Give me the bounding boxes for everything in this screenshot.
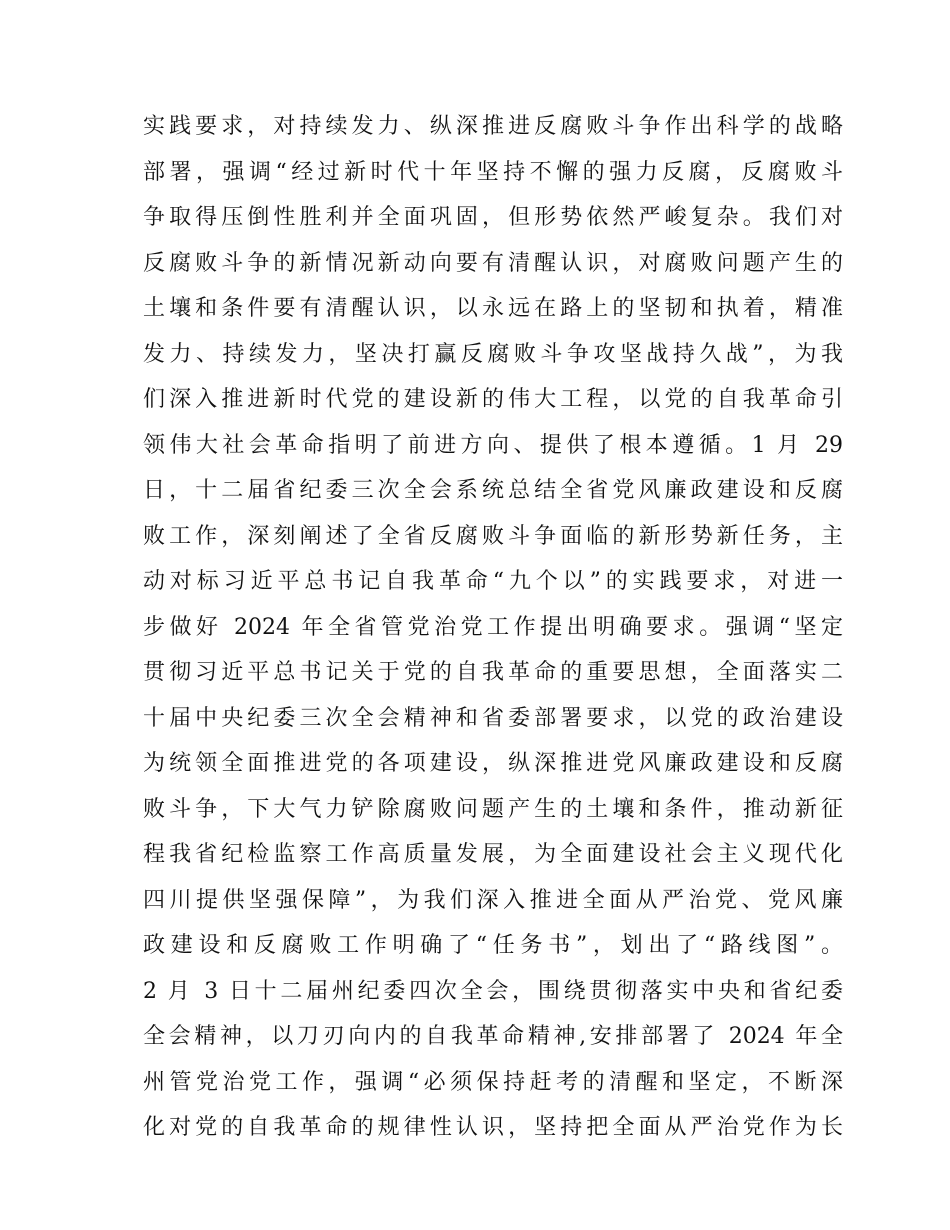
text-line: 化对党的自我革命的规律性认识，坚持把全面从严治党作为长 (143, 1115, 843, 1140)
body-text (143, 104, 843, 1151)
text-line: 步做好 2024 年全省管党治党工作提出明确要求。强调“坚定 (143, 614, 843, 640)
text-line: 政建设和反腐败工作明确了“任务书”，划出了“路线图”。 (143, 933, 843, 958)
text-line: 动对标习近平总书记自我革命“九个以”的实践要求，对进一 (143, 569, 843, 594)
text-line: 全会精神，以刀刃向内的自我革命精神,安排部署了 2024 年全 (143, 1024, 843, 1049)
text-line: 发力、持续发力，坚决打赢反腐败斗争攻坚战持久战”，为我 (143, 341, 843, 367)
text-line: 争取得压倒性胜利并全面巩固，但形势依然严峻复杂。我们对 (143, 205, 843, 230)
text-line: 四川提供坚强保障”，为我们深入推进全面从严治党、党风廉 (143, 887, 843, 913)
text-line: 十届中央纪委三次全会精神和省委部署要求，以党的政治建设 (143, 705, 843, 731)
text-line: 土壤和条件要有清醒认识，以永远在路上的坚韧和执着，精准 (143, 296, 843, 321)
text-line: 败工作，深刻阐述了全省反腐败斗争面临的新形势新任务，主 (143, 523, 843, 549)
text-line: 们深入推进新时代党的建设新的伟大工程，以党的自我革命引 (143, 387, 843, 412)
text-line: 贯彻习近平总书记关于党的自我革命的重要思想，全面落实二 (143, 660, 843, 685)
text-line: 为统领全面推进党的各项建设，纵深推进党风廉政建设和反腐 (143, 751, 843, 776)
text-line: 部署，强调“经过新时代十年坚持不懈的强力反腐，反腐败斗 (143, 159, 843, 185)
text-line: 程我省纪检监察工作高质量发展，为全面建设社会主义现代化 (143, 842, 843, 867)
text-line: 2 月 3 日十二届州纪委四次全会，围绕贯彻落实中央和省纪委 (143, 978, 843, 1004)
text-line: 州管党治党工作，强调“必须保持赶考的清醒和坚定，不断深 (143, 1069, 843, 1095)
text-line: 实践要求，对持续发力、纵深推进反腐败斗争作出科学的战略 (143, 114, 843, 139)
text-line: 日，十二届省纪委三次全会系统总结全省党风廉政建设和反腐 (143, 478, 843, 503)
text-line: 反腐败斗争的新情况新动向要有清醒认识，对腐败问题产生的 (143, 250, 843, 276)
text-line: 败斗争，下大气力铲除腐败问题产生的土壤和条件，推动新征 (143, 796, 843, 822)
text-line: 领伟大社会革命指明了前进方向、提供了根本遵循。1 月 29 (143, 432, 843, 458)
